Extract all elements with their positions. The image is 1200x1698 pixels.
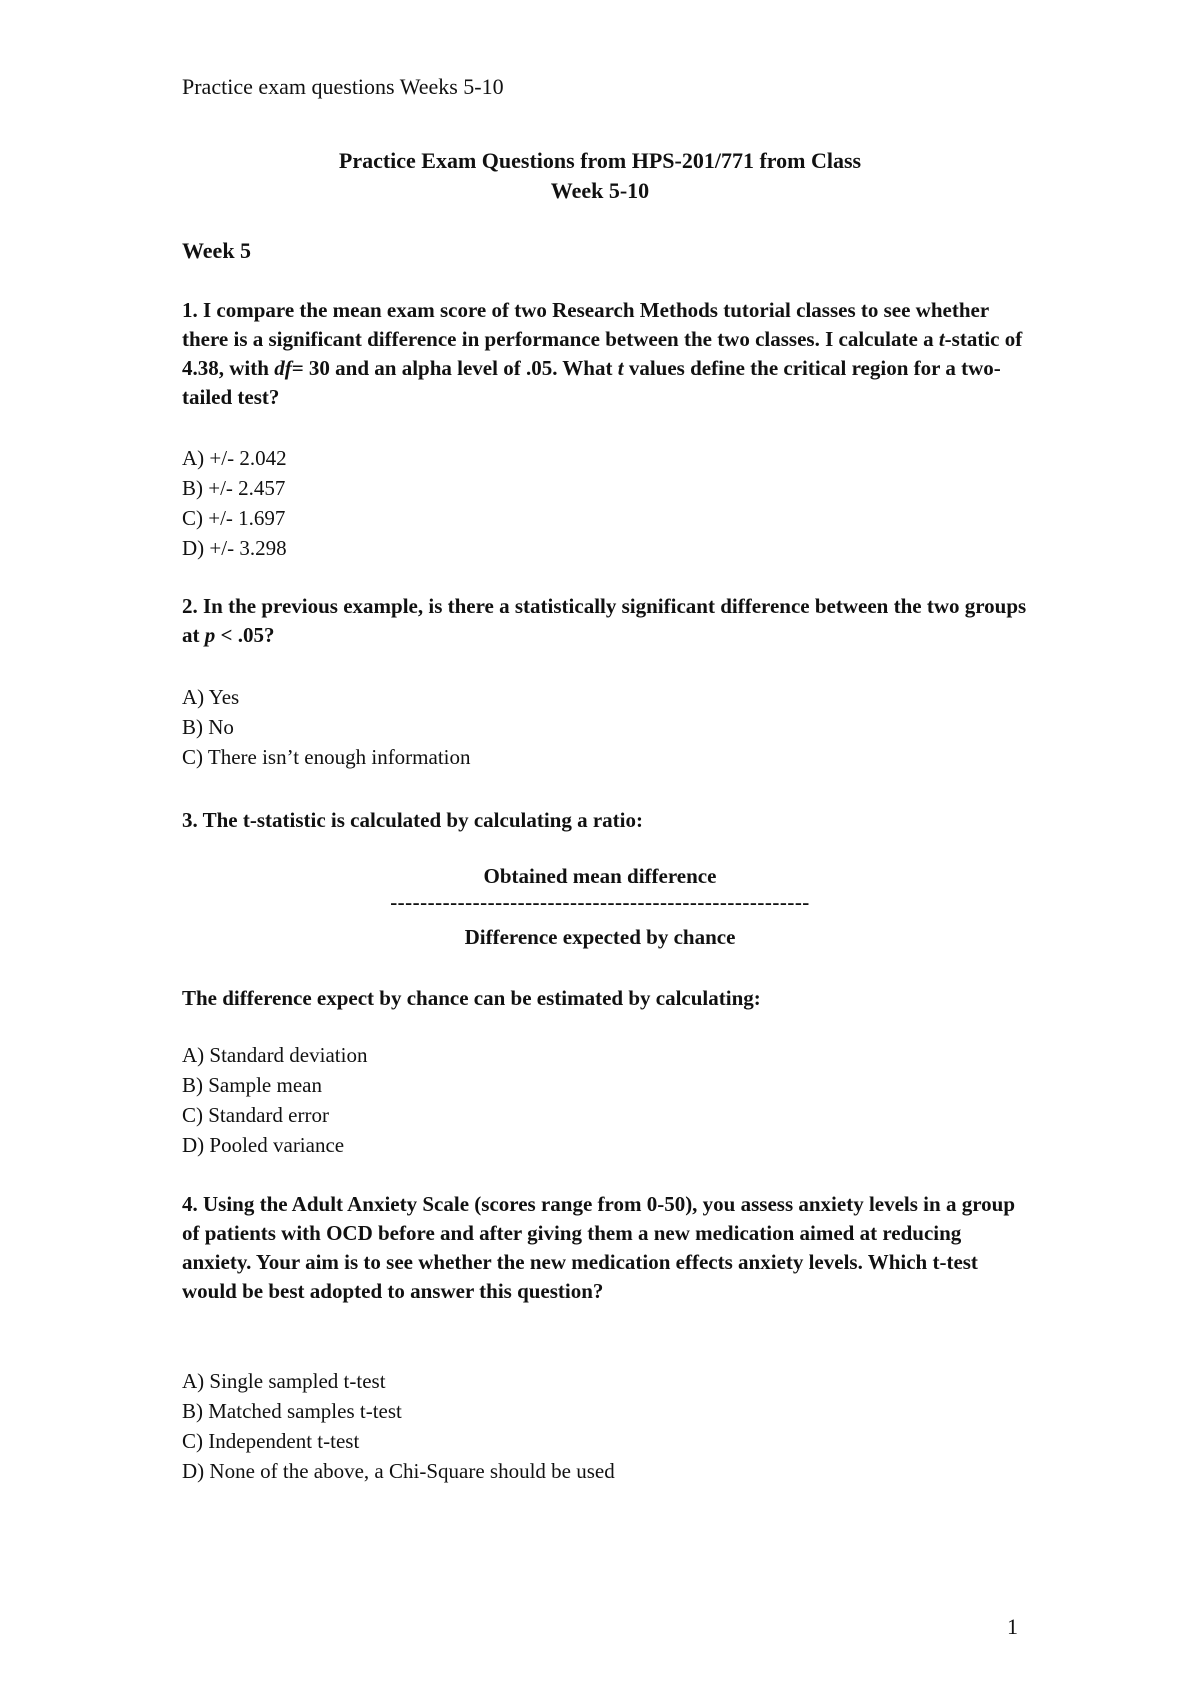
running-header: Practice exam questions Weeks 5-10 [182, 74, 504, 99]
answer-option-b: B) Sample mean [182, 1073, 322, 1097]
page-number: 1 [1007, 1614, 1018, 1639]
answer-option-d: D) None of the above, a Chi-Square should be used [182, 1459, 615, 1483]
document-subtitle: Week 5-10 [550, 178, 650, 203]
t-symbol: t [938, 327, 945, 351]
answer-option-a: A) Single sampled t-test [182, 1369, 386, 1393]
question-2-text-part1: 2. In the previous example, is there a statistically significant difference between the two groups at [182, 594, 1027, 647]
question-3-stem: 3. The t-statistic is calculated by calculating a ratio: [182, 808, 643, 832]
answer-option-c: C) Independent t-test [182, 1429, 360, 1453]
question-2-text-part2: < .05? [215, 623, 275, 647]
df-symbol: df [274, 356, 292, 380]
ratio-denominator: Difference expected by chance [464, 925, 736, 949]
section-heading: Week 5 [182, 238, 252, 263]
question-4-options [182, 1366, 615, 1486]
answer-option-c: C) +/- 1.697 [182, 506, 286, 530]
answer-option-b: B) Matched samples t-test [182, 1399, 402, 1423]
question-2-options [182, 682, 471, 772]
answer-option-b: B) No [182, 715, 234, 739]
answer-option-a: A) Standard deviation [182, 1043, 368, 1067]
question-1-text-part2: -static of 4.38, with [182, 327, 1023, 380]
t-symbol: t [617, 356, 624, 380]
question-3-followup: The difference expect by chance can be estimated by calculating: [182, 986, 761, 1010]
question-1-text-part1: 1. I compare the mean exam score of two Research Methods tutorial classes to see whether there is a significant difference in performance between the two classes. I calculate a [182, 298, 989, 351]
question-2-stem [182, 592, 1032, 650]
p-symbol: p [204, 623, 216, 647]
question-1-stem [182, 296, 1032, 412]
answer-option-b: B) +/- 2.457 [182, 476, 286, 500]
question-1-options [182, 443, 287, 563]
answer-option-c: C) There isn’t enough information [182, 745, 471, 769]
ratio-numerator: Obtained mean difference [483, 864, 717, 888]
question-3-options [182, 1040, 367, 1160]
document-title: Practice Exam Questions from HPS-201/771 from Class [338, 148, 862, 173]
question-1-text-part4: values define the critical region for a two-tailed test? [182, 356, 1001, 409]
question-1-text-part3: = 30 and an alpha level of .05. What [291, 356, 618, 380]
answer-option-a: A) Yes [182, 685, 240, 709]
answer-option-d: D) Pooled variance [182, 1133, 345, 1157]
answer-option-a: A) +/- 2.042 [182, 446, 287, 470]
answer-option-c: C) Standard error [182, 1103, 329, 1127]
ratio-divider: -------------------------------------------------------- [390, 890, 810, 914]
answer-option-d: D) +/- 3.298 [182, 536, 287, 560]
question-4-stem: 4. Using the Adult Anxiety Scale (scores range from 0-50), you assess anxiety levels in a group of patients with OCD before and after giving them a new medication aimed at reducing anxiety. Your aim is to see whether the new medication effects anxiety levels. Which t-test would be best adopted to answer this question? [182, 1192, 1015, 1303]
